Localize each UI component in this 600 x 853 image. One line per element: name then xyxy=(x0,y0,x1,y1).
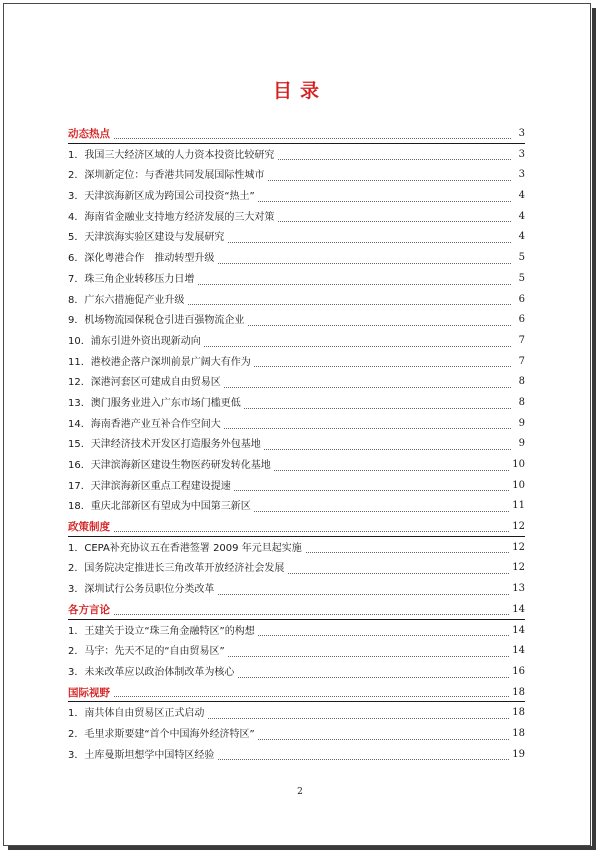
toc-entry-page: 14 xyxy=(510,621,525,642)
toc-entry[interactable] xyxy=(68,538,525,559)
toc-entry[interactable] xyxy=(68,579,525,600)
toc-entry-label: 13．澳门服务业进入广东市场门槛更低 xyxy=(68,398,244,409)
toc-entry[interactable] xyxy=(68,331,525,352)
section-title: 各方言论 xyxy=(68,604,113,616)
section-page: 18 xyxy=(510,683,525,704)
toc-entry[interactable] xyxy=(68,724,525,745)
toc-section-heading[interactable] xyxy=(68,683,525,704)
page-shadow-bottom xyxy=(8,846,596,850)
toc-entry-page: 12 xyxy=(510,538,525,559)
toc-entry[interactable] xyxy=(68,662,525,683)
toc-entry-label: 3．未来改革应以政治体制改革为核心 xyxy=(68,667,237,678)
toc-entry-label: 3．土库曼斯坦想学中国特区经验 xyxy=(68,750,217,761)
toc-entry[interactable] xyxy=(68,558,525,579)
toc-entry[interactable] xyxy=(68,227,525,248)
toc-entry-page: 3 xyxy=(517,165,525,186)
toc-entry-label: 2．国务院决定推进长三角改革开放经济社会发展 xyxy=(68,563,287,574)
toc-entry-label: 12．深港河套区可建成自由贸易区 xyxy=(68,377,224,388)
toc-entry-label: 14．海南香港产业互补合作空间大 xyxy=(68,419,224,430)
toc-entry[interactable] xyxy=(68,248,525,269)
toc-entry-label: 2．马宇：先天不足的“自由贸易区” xyxy=(68,646,228,657)
toc-entry-label: 1．我国三大经济区域的人力资本投资比较研究 xyxy=(68,150,277,161)
toc-entry-page: 7 xyxy=(517,352,525,373)
section-page: 3 xyxy=(517,124,525,145)
toc-entry-page: 18 xyxy=(510,703,525,724)
toc-entry-label: 16．天津滨海新区建设生物医药研发转化基地 xyxy=(68,460,274,471)
toc-entry[interactable] xyxy=(68,393,525,414)
toc-entry[interactable] xyxy=(68,207,525,228)
toc-entry-page: 9 xyxy=(517,434,525,455)
toc-entry[interactable] xyxy=(68,641,525,662)
toc-entry[interactable] xyxy=(68,186,525,207)
toc-entry-label: 7．珠三角企业转移压力日增 xyxy=(68,274,197,285)
toc-entry-page: 14 xyxy=(510,641,525,662)
toc-entry-label: 9．机场物流园保税仓引进百强物流企业 xyxy=(68,315,247,326)
toc-entry-page: 8 xyxy=(517,393,525,414)
toc-entry[interactable] xyxy=(68,290,525,311)
toc-entry[interactable] xyxy=(68,496,525,517)
toc-entry-page: 4 xyxy=(517,186,525,207)
section-page: 12 xyxy=(510,517,525,538)
toc-entry-label: 15．天津经济技术开发区打造服务外包基地 xyxy=(68,439,264,450)
toc-entry-label: 3．天津滨海新区成为跨国公司投资“热土” xyxy=(68,191,258,202)
toc-entry-label: 3．深圳试行公务员职位分类改革 xyxy=(68,584,217,595)
toc-entry-page: 4 xyxy=(517,207,525,228)
leader-dots xyxy=(68,531,511,532)
toc-entry-page: 10 xyxy=(510,455,525,476)
table-of-contents xyxy=(68,124,525,765)
toc-entry[interactable] xyxy=(68,165,525,186)
toc-entry[interactable] xyxy=(68,414,525,435)
toc-entry-label: 1．南共体自由贸易区正式启动 xyxy=(68,708,207,719)
toc-entry-page: 13 xyxy=(510,579,525,600)
toc-entry-label: 6．深化粤港合作 推动转型升级 xyxy=(68,253,217,264)
toc-section-heading[interactable] xyxy=(68,517,525,538)
section-title: 动态热点 xyxy=(68,128,113,140)
section-title: 政策制度 xyxy=(68,521,113,533)
toc-entry-page: 5 xyxy=(517,269,525,290)
toc-entry-label: 17．天津滨海新区重点工程建设提速 xyxy=(68,481,234,492)
toc-entry-page: 6 xyxy=(517,290,525,311)
toc-entry[interactable] xyxy=(68,310,525,331)
toc-entry-label: 18．重庆北部新区有望成为中国第三新区 xyxy=(68,501,254,512)
toc-entry-label: 11．港校港企落户深圳前景广阔大有作为 xyxy=(68,357,254,368)
toc-entry[interactable] xyxy=(68,269,525,290)
toc-entry-page: 11 xyxy=(510,496,525,517)
toc-entry-label: 2．毛里求斯要建“首个中国海外经济特区” xyxy=(68,729,258,740)
toc-entry-label: 4．海南省金融业支持地方经济发展的三大对策 xyxy=(68,212,277,223)
leader-dots xyxy=(68,138,511,139)
toc-entry-label: 2．深圳新定位：与香港共同发展国际性城市 xyxy=(68,170,267,181)
toc-entry[interactable] xyxy=(68,621,525,642)
toc-entry-page: 5 xyxy=(517,248,525,269)
toc-entry-label: 1．王建关于设立“珠三角金融特区”的构想 xyxy=(68,626,258,637)
toc-entry[interactable] xyxy=(68,745,525,766)
toc-entry-label: 5．天津滨海实验区建设与发展研究 xyxy=(68,232,227,243)
toc-entry[interactable] xyxy=(68,145,525,166)
toc-entry-label: 1．CEPA补充协议五在香港签署 2009 年元旦起实施 xyxy=(68,543,305,554)
toc-section-heading[interactable] xyxy=(68,600,525,621)
toc-entry-page: 4 xyxy=(517,227,525,248)
toc-entry-label: 10．浦东引进外资出现新动向 xyxy=(68,336,204,347)
toc-entry-page: 16 xyxy=(510,662,525,683)
page-title: 目录 xyxy=(272,80,327,102)
leader-dots xyxy=(68,696,511,697)
toc-entry-page: 19 xyxy=(510,745,525,766)
toc-entry[interactable] xyxy=(68,703,525,724)
toc-entry[interactable] xyxy=(68,372,525,393)
toc-entry[interactable] xyxy=(68,455,525,476)
toc-entry[interactable] xyxy=(68,434,525,455)
leader-dots xyxy=(68,614,511,615)
toc-entry-page: 18 xyxy=(510,724,525,745)
toc-entry-page: 6 xyxy=(517,310,525,331)
section-page: 14 xyxy=(510,600,525,621)
toc-entry-label: 8．广东六措施促产业升级 xyxy=(68,295,187,306)
page-shadow-right xyxy=(592,8,596,848)
toc-entry-page: 9 xyxy=(517,414,525,435)
toc-entry-page: 3 xyxy=(517,145,525,166)
section-title: 国际视野 xyxy=(68,687,113,699)
toc-entry-page: 12 xyxy=(510,558,525,579)
page-number: 2 xyxy=(297,787,303,797)
toc-entry-page: 10 xyxy=(510,476,525,497)
toc-entry[interactable] xyxy=(68,352,525,373)
toc-entry-page: 8 xyxy=(517,372,525,393)
toc-section-heading[interactable] xyxy=(68,124,525,145)
toc-entry[interactable] xyxy=(68,476,525,497)
toc-entry-page: 7 xyxy=(517,331,525,352)
